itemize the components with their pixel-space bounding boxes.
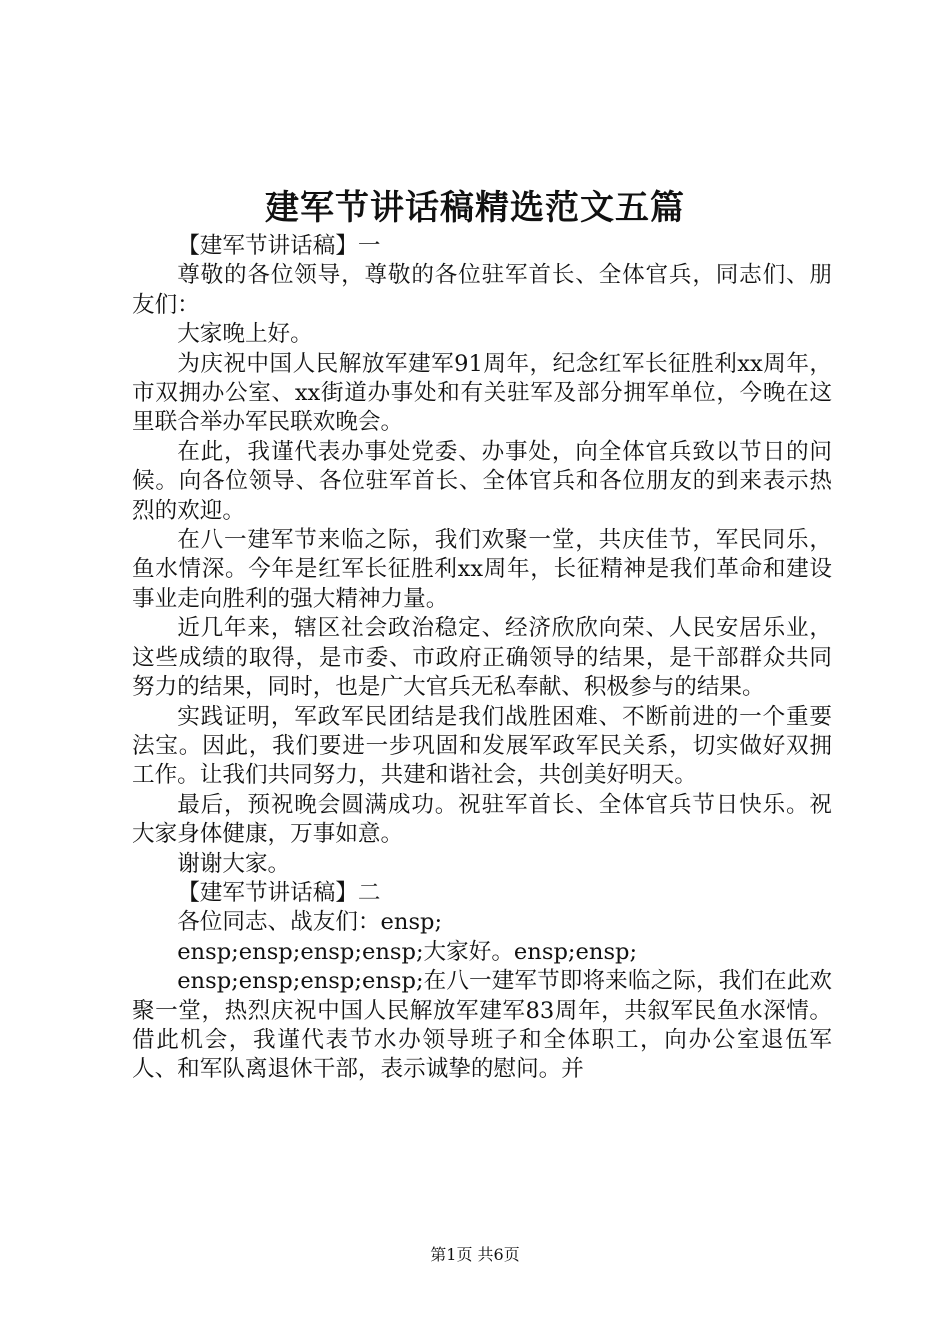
section-heading-1: 【建军节讲话稿】一 — [177, 233, 381, 259]
paragraph: 大家晚上好。 — [177, 321, 313, 348]
paragraph: 在八一建军节来临之际，我们欢聚一堂，共庆佳节，军民同乐，鱼水情深。今年是红军长征胜利xx周年，长征精神是我们革命和建设事业走向胜利的强大精神力量。 — [132, 527, 832, 612]
paragraph: ensp;ensp;ensp;ensp;大家好。ensp;ensp; — [177, 938, 638, 965]
paragraph: ensp;ensp;ensp;ensp;在八一建军节即将来临之际，我们在此欢聚一堂，热烈庆祝中国人民解放军建军83周年，共叙军民鱼水深情。借此机会，我谨代表节水办领导班子和全体职工，向办公室退伍军人、和军队离退休干部，表示诚挚的慰问。并 — [132, 968, 832, 1083]
paragraph: 尊敬的各位领导，尊敬的各位驻军首长、全体官兵，同志们、朋友们： — [132, 262, 832, 318]
paragraph: 谢谢大家。 — [177, 850, 291, 877]
page-footer: 第1页 共6页 — [430, 1245, 520, 1264]
document-title: 建军节讲话稿精选范文五篇 — [265, 188, 685, 228]
section-heading-2: 【建军节讲话稿】二 — [177, 879, 381, 906]
paragraph: 最后，预祝晚会圆满成功。祝驻军首长、全体官兵节日快乐。祝大家身体健康，万事如意。 — [132, 791, 832, 848]
paragraph: 各位同志、战友们：ensp; — [177, 909, 443, 936]
paragraph: 近几年来，辖区社会政治稳定、经济欣欣向荣、人民安居乐业，这些成绩的取得，是市委、市政府正确领导的结果，是干部群众共同努力的结果，同时，也是广大官兵无私奉献、积极参与的结果。 — [132, 615, 832, 701]
document-body — [132, 232, 832, 1085]
paragraph: 在此，我谨代表办事处党委、办事处，向全体官兵致以节日的问候。向各位领导、各位驻军首长、全体官兵和各位朋友的到来表示热烈的欢迎。 — [132, 438, 832, 524]
paragraph: 实践证明，军政军民团结是我们战胜困难、不断前进的一个重要法宝。因此，我们要进一步巩固和发展军政军民关系，切实做好双拥工作。让我们共同努力，共建和谐社会，共创美好明天。 — [132, 703, 832, 789]
paragraph: 为庆祝中国人民解放军建军91周年，纪念红军长征胜利xx周年，市双拥办公室、xx街道办事处和有关驻军及部分拥军单位，今晚在这里联合举办军民联欢晚会。 — [132, 350, 832, 436]
